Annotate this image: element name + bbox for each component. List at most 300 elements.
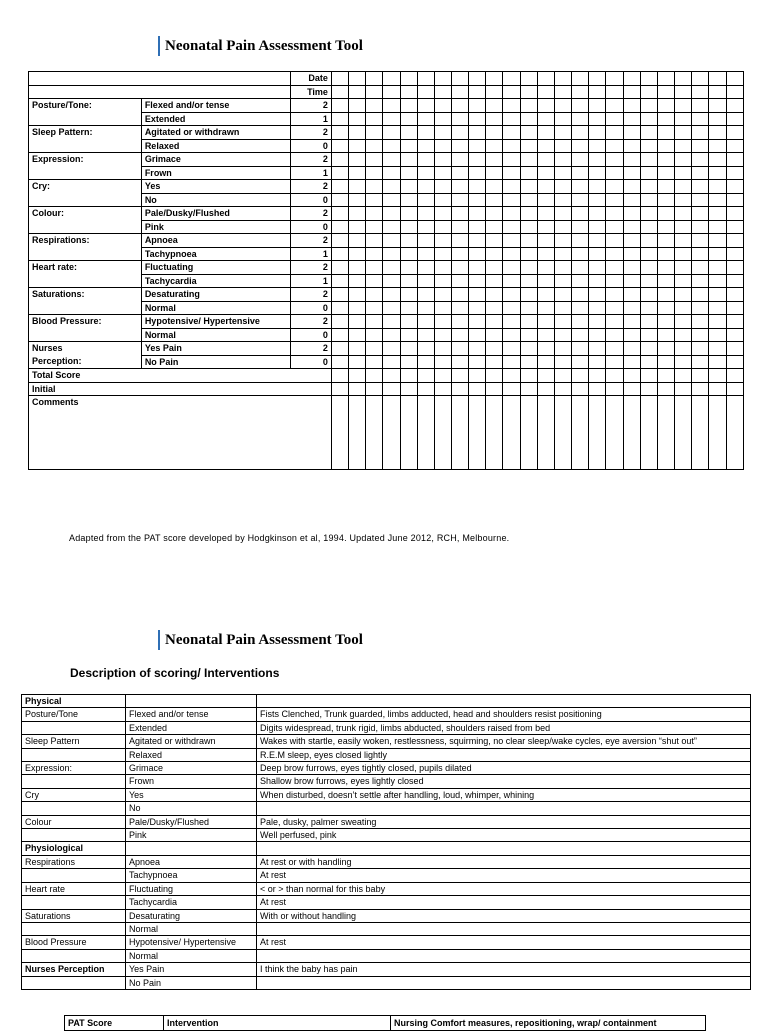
entry-cell[interactable]	[606, 382, 623, 396]
entry-cell[interactable]	[366, 112, 383, 126]
entry-cell[interactable]	[383, 166, 400, 180]
entry-cell[interactable]	[452, 247, 469, 261]
entry-cell[interactable]	[726, 153, 743, 167]
entry-cell[interactable]	[486, 207, 503, 221]
entry-cell[interactable]	[726, 369, 743, 383]
entry-cell[interactable]	[554, 301, 571, 315]
entry-cell[interactable]	[434, 382, 451, 396]
entry-cell[interactable]	[606, 396, 623, 470]
entry-cell[interactable]	[520, 220, 537, 234]
entry-cell[interactable]	[520, 382, 537, 396]
entry-cell[interactable]	[366, 315, 383, 329]
entry-cell[interactable]	[400, 72, 417, 86]
entry-cell[interactable]	[623, 72, 640, 86]
entry-cell[interactable]	[469, 234, 486, 248]
entry-cell[interactable]	[434, 234, 451, 248]
entry-cell[interactable]	[417, 396, 434, 470]
entry-cell[interactable]	[520, 112, 537, 126]
entry-cell[interactable]	[503, 153, 520, 167]
entry-cell[interactable]	[331, 166, 348, 180]
entry-cell[interactable]	[554, 153, 571, 167]
entry-cell[interactable]	[349, 315, 366, 329]
entry-cell[interactable]	[675, 139, 692, 153]
entry-cell[interactable]	[623, 261, 640, 275]
entry-cell[interactable]	[400, 274, 417, 288]
entry-cell[interactable]	[537, 180, 554, 194]
entry-cell[interactable]	[434, 369, 451, 383]
entry-cell[interactable]	[537, 301, 554, 315]
entry-cell[interactable]	[606, 207, 623, 221]
entry-cell[interactable]	[331, 315, 348, 329]
entry-cell[interactable]	[349, 112, 366, 126]
entry-cell[interactable]	[692, 112, 709, 126]
entry-cell[interactable]	[589, 85, 606, 99]
entry-cell[interactable]	[366, 139, 383, 153]
entry-cell[interactable]	[554, 220, 571, 234]
entry-cell[interactable]	[520, 166, 537, 180]
entry-cell[interactable]	[469, 112, 486, 126]
entry-cell[interactable]	[657, 342, 674, 356]
entry-cell[interactable]	[452, 193, 469, 207]
entry-cell[interactable]	[554, 139, 571, 153]
entry-cell[interactable]	[589, 288, 606, 302]
entry-cell[interactable]	[537, 247, 554, 261]
entry-cell[interactable]	[554, 72, 571, 86]
entry-cell[interactable]	[486, 193, 503, 207]
entry-cell[interactable]	[589, 261, 606, 275]
entry-cell[interactable]	[366, 153, 383, 167]
entry-cell[interactable]	[726, 72, 743, 86]
entry-cell[interactable]	[675, 85, 692, 99]
entry-cell[interactable]	[692, 166, 709, 180]
entry-cell[interactable]	[520, 193, 537, 207]
entry-cell[interactable]	[417, 220, 434, 234]
entry-cell[interactable]	[383, 301, 400, 315]
entry-cell[interactable]	[486, 72, 503, 86]
entry-cell[interactable]	[383, 139, 400, 153]
entry-cell[interactable]	[606, 261, 623, 275]
entry-cell[interactable]	[675, 382, 692, 396]
entry-cell[interactable]	[572, 112, 589, 126]
entry-cell[interactable]	[434, 355, 451, 369]
entry-cell[interactable]	[331, 112, 348, 126]
entry-cell[interactable]	[486, 355, 503, 369]
entry-cell[interactable]	[486, 396, 503, 470]
entry-cell[interactable]	[486, 382, 503, 396]
entry-cell[interactable]	[469, 207, 486, 221]
entry-cell[interactable]	[452, 220, 469, 234]
entry-cell[interactable]	[537, 112, 554, 126]
entry-cell[interactable]	[366, 328, 383, 342]
entry-cell[interactable]	[692, 207, 709, 221]
entry-cell[interactable]	[349, 382, 366, 396]
entry-cell[interactable]	[366, 207, 383, 221]
entry-cell[interactable]	[709, 288, 726, 302]
entry-cell[interactable]	[572, 85, 589, 99]
entry-cell[interactable]	[640, 193, 657, 207]
entry-cell[interactable]	[554, 234, 571, 248]
entry-cell[interactable]	[400, 355, 417, 369]
entry-cell[interactable]	[486, 274, 503, 288]
entry-cell[interactable]	[331, 288, 348, 302]
entry-cell[interactable]	[726, 315, 743, 329]
entry-cell[interactable]	[589, 396, 606, 470]
entry-cell[interactable]	[452, 342, 469, 356]
entry-cell[interactable]	[520, 396, 537, 470]
entry-cell[interactable]	[469, 99, 486, 113]
entry-cell[interactable]	[709, 396, 726, 470]
entry-cell[interactable]	[520, 301, 537, 315]
entry-cell[interactable]	[640, 153, 657, 167]
entry-cell[interactable]	[554, 396, 571, 470]
entry-cell[interactable]	[640, 328, 657, 342]
entry-cell[interactable]	[469, 126, 486, 140]
entry-cell[interactable]	[675, 166, 692, 180]
entry-cell[interactable]	[331, 369, 348, 383]
entry-cell[interactable]	[606, 112, 623, 126]
entry-cell[interactable]	[366, 355, 383, 369]
entry-cell[interactable]	[623, 220, 640, 234]
entry-cell[interactable]	[726, 99, 743, 113]
entry-cell[interactable]	[503, 342, 520, 356]
entry-cell[interactable]	[400, 180, 417, 194]
entry-cell[interactable]	[537, 207, 554, 221]
entry-cell[interactable]	[657, 207, 674, 221]
entry-cell[interactable]	[572, 207, 589, 221]
entry-cell[interactable]	[537, 72, 554, 86]
entry-cell[interactable]	[657, 126, 674, 140]
entry-cell[interactable]	[537, 328, 554, 342]
entry-cell[interactable]	[331, 274, 348, 288]
entry-cell[interactable]	[709, 234, 726, 248]
entry-cell[interactable]	[537, 288, 554, 302]
entry-cell[interactable]	[675, 126, 692, 140]
entry-cell[interactable]	[383, 99, 400, 113]
entry-cell[interactable]	[400, 166, 417, 180]
entry-cell[interactable]	[675, 220, 692, 234]
entry-cell[interactable]	[640, 139, 657, 153]
entry-cell[interactable]	[692, 180, 709, 194]
entry-cell[interactable]	[675, 234, 692, 248]
entry-cell[interactable]	[366, 166, 383, 180]
entry-cell[interactable]	[503, 288, 520, 302]
entry-cell[interactable]	[572, 247, 589, 261]
entry-cell[interactable]	[349, 99, 366, 113]
entry-cell[interactable]	[675, 328, 692, 342]
entry-cell[interactable]	[417, 328, 434, 342]
entry-cell[interactable]	[640, 220, 657, 234]
entry-cell[interactable]	[537, 126, 554, 140]
entry-cell[interactable]	[692, 153, 709, 167]
entry-cell[interactable]	[554, 369, 571, 383]
entry-cell[interactable]	[606, 315, 623, 329]
entry-cell[interactable]	[434, 126, 451, 140]
entry-cell[interactable]	[572, 301, 589, 315]
entry-cell[interactable]	[726, 234, 743, 248]
entry-cell[interactable]	[623, 99, 640, 113]
entry-cell[interactable]	[623, 166, 640, 180]
entry-cell[interactable]	[349, 207, 366, 221]
entry-cell[interactable]	[606, 234, 623, 248]
entry-cell[interactable]	[675, 315, 692, 329]
entry-cell[interactable]	[657, 328, 674, 342]
entry-cell[interactable]	[520, 355, 537, 369]
entry-cell[interactable]	[640, 288, 657, 302]
entry-cell[interactable]	[366, 99, 383, 113]
entry-cell[interactable]	[383, 382, 400, 396]
entry-cell[interactable]	[400, 315, 417, 329]
entry-cell[interactable]	[572, 126, 589, 140]
entry-cell[interactable]	[349, 72, 366, 86]
entry-cell[interactable]	[503, 207, 520, 221]
entry-cell[interactable]	[520, 315, 537, 329]
entry-cell[interactable]	[417, 99, 434, 113]
entry-cell[interactable]	[469, 220, 486, 234]
entry-cell[interactable]	[537, 99, 554, 113]
entry-cell[interactable]	[452, 207, 469, 221]
entry-cell[interactable]	[640, 112, 657, 126]
entry-cell[interactable]	[452, 396, 469, 470]
entry-cell[interactable]	[400, 112, 417, 126]
entry-cell[interactable]	[606, 247, 623, 261]
entry-cell[interactable]	[503, 355, 520, 369]
entry-cell[interactable]	[503, 274, 520, 288]
entry-cell[interactable]	[572, 382, 589, 396]
entry-cell[interactable]	[366, 342, 383, 356]
entry-cell[interactable]	[417, 315, 434, 329]
entry-cell[interactable]	[726, 261, 743, 275]
entry-cell[interactable]	[331, 261, 348, 275]
entry-cell[interactable]	[657, 72, 674, 86]
entry-cell[interactable]	[572, 328, 589, 342]
entry-cell[interactable]	[589, 328, 606, 342]
entry-cell[interactable]	[726, 328, 743, 342]
entry-cell[interactable]	[503, 166, 520, 180]
entry-cell[interactable]	[434, 139, 451, 153]
entry-cell[interactable]	[400, 396, 417, 470]
entry-cell[interactable]	[623, 180, 640, 194]
entry-cell[interactable]	[366, 261, 383, 275]
entry-cell[interactable]	[589, 153, 606, 167]
entry-cell[interactable]	[554, 166, 571, 180]
entry-cell[interactable]	[640, 396, 657, 470]
entry-cell[interactable]	[417, 234, 434, 248]
entry-cell[interactable]	[623, 355, 640, 369]
entry-cell[interactable]	[554, 274, 571, 288]
entry-cell[interactable]	[554, 315, 571, 329]
entry-cell[interactable]	[589, 180, 606, 194]
entry-cell[interactable]	[469, 153, 486, 167]
entry-cell[interactable]	[589, 247, 606, 261]
entry-cell[interactable]	[469, 166, 486, 180]
entry-cell[interactable]	[366, 247, 383, 261]
entry-cell[interactable]	[554, 261, 571, 275]
entry-cell[interactable]	[349, 153, 366, 167]
entry-cell[interactable]	[520, 153, 537, 167]
entry-cell[interactable]	[503, 99, 520, 113]
entry-cell[interactable]	[486, 153, 503, 167]
entry-cell[interactable]	[726, 207, 743, 221]
entry-cell[interactable]	[503, 193, 520, 207]
entry-cell[interactable]	[349, 396, 366, 470]
entry-cell[interactable]	[434, 153, 451, 167]
entry-cell[interactable]	[452, 274, 469, 288]
entry-cell[interactable]	[537, 234, 554, 248]
entry-cell[interactable]	[417, 261, 434, 275]
entry-cell[interactable]	[503, 220, 520, 234]
entry-cell[interactable]	[657, 166, 674, 180]
entry-cell[interactable]	[452, 126, 469, 140]
entry-cell[interactable]	[537, 261, 554, 275]
entry-cell[interactable]	[640, 315, 657, 329]
entry-cell[interactable]	[606, 166, 623, 180]
entry-cell[interactable]	[726, 126, 743, 140]
entry-cell[interactable]	[572, 180, 589, 194]
entry-cell[interactable]	[366, 396, 383, 470]
entry-cell[interactable]	[503, 85, 520, 99]
entry-cell[interactable]	[349, 288, 366, 302]
entry-cell[interactable]	[554, 207, 571, 221]
entry-cell[interactable]	[640, 180, 657, 194]
entry-cell[interactable]	[554, 180, 571, 194]
entry-cell[interactable]	[331, 301, 348, 315]
entry-cell[interactable]	[331, 234, 348, 248]
entry-cell[interactable]	[726, 247, 743, 261]
entry-cell[interactable]	[606, 139, 623, 153]
entry-cell[interactable]	[486, 342, 503, 356]
entry-cell[interactable]	[623, 342, 640, 356]
entry-cell[interactable]	[726, 355, 743, 369]
entry-cell[interactable]	[331, 72, 348, 86]
entry-cell[interactable]	[520, 369, 537, 383]
entry-cell[interactable]	[452, 328, 469, 342]
entry-cell[interactable]	[417, 288, 434, 302]
entry-cell[interactable]	[400, 99, 417, 113]
entry-cell[interactable]	[554, 288, 571, 302]
entry-cell[interactable]	[623, 328, 640, 342]
entry-cell[interactable]	[383, 220, 400, 234]
entry-cell[interactable]	[623, 139, 640, 153]
entry-cell[interactable]	[366, 274, 383, 288]
entry-cell[interactable]	[709, 274, 726, 288]
entry-cell[interactable]	[417, 166, 434, 180]
entry-cell[interactable]	[589, 72, 606, 86]
entry-cell[interactable]	[520, 261, 537, 275]
entry-cell[interactable]	[726, 220, 743, 234]
entry-cell[interactable]	[657, 288, 674, 302]
entry-cell[interactable]	[417, 85, 434, 99]
entry-cell[interactable]	[709, 301, 726, 315]
entry-cell[interactable]	[572, 139, 589, 153]
entry-cell[interactable]	[417, 126, 434, 140]
entry-cell[interactable]	[486, 85, 503, 99]
entry-cell[interactable]	[383, 234, 400, 248]
entry-cell[interactable]	[640, 234, 657, 248]
entry-cell[interactable]	[452, 180, 469, 194]
entry-cell[interactable]	[606, 342, 623, 356]
entry-cell[interactable]	[623, 126, 640, 140]
entry-cell[interactable]	[383, 288, 400, 302]
entry-cell[interactable]	[726, 139, 743, 153]
entry-cell[interactable]	[452, 382, 469, 396]
entry-cell[interactable]	[675, 288, 692, 302]
entry-cell[interactable]	[537, 342, 554, 356]
entry-cell[interactable]	[469, 328, 486, 342]
entry-cell[interactable]	[657, 369, 674, 383]
entry-cell[interactable]	[452, 261, 469, 275]
entry-cell[interactable]	[606, 369, 623, 383]
entry-cell[interactable]	[503, 72, 520, 86]
entry-cell[interactable]	[537, 315, 554, 329]
entry-cell[interactable]	[349, 369, 366, 383]
entry-cell[interactable]	[623, 396, 640, 470]
entry-cell[interactable]	[349, 261, 366, 275]
entry-cell[interactable]	[486, 369, 503, 383]
entry-cell[interactable]	[606, 85, 623, 99]
entry-cell[interactable]	[469, 382, 486, 396]
entry-cell[interactable]	[452, 139, 469, 153]
entry-cell[interactable]	[331, 396, 348, 470]
entry-cell[interactable]	[606, 355, 623, 369]
entry-cell[interactable]	[469, 247, 486, 261]
entry-cell[interactable]	[349, 220, 366, 234]
entry-cell[interactable]	[366, 234, 383, 248]
entry-cell[interactable]	[452, 369, 469, 383]
entry-cell[interactable]	[554, 112, 571, 126]
entry-cell[interactable]	[400, 288, 417, 302]
entry-cell[interactable]	[606, 328, 623, 342]
entry-cell[interactable]	[675, 274, 692, 288]
entry-cell[interactable]	[366, 220, 383, 234]
entry-cell[interactable]	[417, 342, 434, 356]
entry-cell[interactable]	[417, 274, 434, 288]
entry-cell[interactable]	[537, 382, 554, 396]
entry-cell[interactable]	[434, 274, 451, 288]
entry-cell[interactable]	[452, 112, 469, 126]
entry-cell[interactable]	[503, 112, 520, 126]
entry-cell[interactable]	[657, 85, 674, 99]
entry-cell[interactable]	[366, 382, 383, 396]
entry-cell[interactable]	[537, 369, 554, 383]
entry-cell[interactable]	[503, 396, 520, 470]
entry-cell[interactable]	[709, 126, 726, 140]
entry-cell[interactable]	[692, 234, 709, 248]
entry-cell[interactable]	[640, 99, 657, 113]
entry-cell[interactable]	[606, 288, 623, 302]
entry-cell[interactable]	[331, 355, 348, 369]
entry-cell[interactable]	[434, 247, 451, 261]
entry-cell[interactable]	[606, 72, 623, 86]
entry-cell[interactable]	[417, 382, 434, 396]
entry-cell[interactable]	[554, 382, 571, 396]
entry-cell[interactable]	[657, 112, 674, 126]
entry-cell[interactable]	[657, 247, 674, 261]
entry-cell[interactable]	[417, 301, 434, 315]
entry-cell[interactable]	[520, 72, 537, 86]
entry-cell[interactable]	[640, 369, 657, 383]
entry-cell[interactable]	[486, 288, 503, 302]
entry-cell[interactable]	[417, 180, 434, 194]
entry-cell[interactable]	[383, 153, 400, 167]
entry-cell[interactable]	[400, 328, 417, 342]
entry-cell[interactable]	[640, 261, 657, 275]
entry-cell[interactable]	[623, 274, 640, 288]
entry-cell[interactable]	[520, 99, 537, 113]
entry-cell[interactable]	[520, 180, 537, 194]
entry-cell[interactable]	[692, 85, 709, 99]
entry-cell[interactable]	[657, 193, 674, 207]
entry-cell[interactable]	[623, 193, 640, 207]
